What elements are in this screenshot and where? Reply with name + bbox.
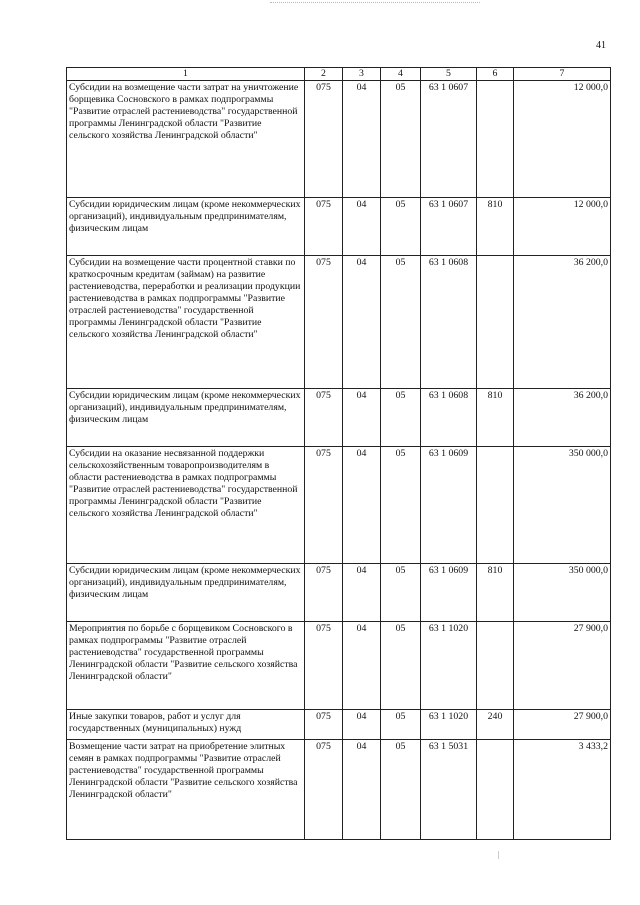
row-expense-type <box>477 81 514 198</box>
row-subsection: 05 <box>381 389 421 447</box>
row-description: Субсидии на возмещение части затрат на уничтожение борщевика Сосновского в рамках подпрограммы "Развитие отраслей растениеводства" государственной программы Ленинградской области "Развитие сельского хозяйства Ленинградской области" <box>67 81 305 198</box>
row-description: Субсидии на возмещение части процентной ставки по краткосрочным кредитам (займам) на развитие растениеводства, переработки и реализации продукции растениеводства в рамках подпрограммы "Развитие отраслей растениеводства" государственной программы Ленинградской области "Развитие сельского хозяйства Ленинградской области" <box>67 256 305 389</box>
row-admin-code: 075 <box>305 622 343 710</box>
row-section: 04 <box>343 564 381 622</box>
row-description: Субсидии юридическим лицам (кроме некоммерческих организаций), индивидуальным предпринимателям, физическим лицам <box>67 389 305 447</box>
row-expense-type: 240 <box>477 710 514 740</box>
row-section: 04 <box>343 256 381 389</box>
row-target-article: 63 1 1020 <box>421 710 477 740</box>
row-subsection: 05 <box>381 740 421 840</box>
row-amount: 27 900,0 <box>514 710 611 740</box>
table-row <box>67 81 611 198</box>
row-section: 04 <box>343 447 381 564</box>
row-amount: 350 000,0 <box>514 564 611 622</box>
row-target-article: 63 1 0609 <box>421 447 477 564</box>
header-cell-2: 2 <box>305 68 343 81</box>
row-subsection: 05 <box>381 198 421 256</box>
row-section: 04 <box>343 622 381 710</box>
table-row <box>67 564 611 622</box>
header-cell-4: 4 <box>381 68 421 81</box>
row-expense-type <box>477 740 514 840</box>
row-subsection: 05 <box>381 622 421 710</box>
row-subsection: 05 <box>381 256 421 389</box>
row-description: Возмещение части затрат на приобретение элитных семян в рамках подпрограммы "Развитие отраслей растениеводства" государственной программы Ленинградской области "Развитие сельского хозяйства Ленинградской области" <box>67 740 305 840</box>
row-expense-type: 810 <box>477 389 514 447</box>
row-description: Иные закупки товаров, работ и услуг для государственных (муниципальных) нужд <box>67 710 305 740</box>
header-cell-7: 7 <box>514 68 611 81</box>
header-cell-1: 1 <box>67 68 305 81</box>
page-number: 41 <box>596 40 606 51</box>
scan-artifact <box>270 2 480 6</box>
row-description: Субсидии юридическим лицам (кроме некоммерческих организаций), индивидуальным предпринимателям, физическим лицам <box>67 564 305 622</box>
table-row <box>67 447 611 564</box>
row-target-article: 63 1 0609 <box>421 564 477 622</box>
table-row <box>67 710 611 740</box>
row-amount: 36 200,0 <box>514 256 611 389</box>
row-amount: 350 000,0 <box>514 447 611 564</box>
table-row <box>67 389 611 447</box>
row-amount: 3 433,2 <box>514 740 611 840</box>
row-amount: 36 200,0 <box>514 389 611 447</box>
row-admin-code: 075 <box>305 389 343 447</box>
row-admin-code: 075 <box>305 447 343 564</box>
row-section: 04 <box>343 740 381 840</box>
row-amount: 27 900,0 <box>514 622 611 710</box>
table-row <box>67 198 611 256</box>
row-admin-code: 075 <box>305 740 343 840</box>
row-target-article: 63 1 0607 <box>421 198 477 256</box>
row-target-article: 63 1 0607 <box>421 81 477 198</box>
row-expense-type <box>477 256 514 389</box>
row-expense-type <box>477 447 514 564</box>
row-target-article: 63 1 5031 <box>421 740 477 840</box>
row-admin-code: 075 <box>305 81 343 198</box>
row-section: 04 <box>343 81 381 198</box>
row-expense-type: 810 <box>477 564 514 622</box>
row-subsection: 05 <box>381 81 421 198</box>
scan-artifact <box>498 851 499 859</box>
header-row <box>67 68 611 81</box>
header-cell-5: 5 <box>421 68 477 81</box>
row-description: Субсидии на оказание несвязанной поддержки сельскохозяйственным товаропроизводителям в области растениеводства в рамках подпрограммы "Развитие отраслей растениеводства" государственной программы Ленинградской области "Развитие сельского хозяйства Ленинградской области" <box>67 447 305 564</box>
row-admin-code: 075 <box>305 710 343 740</box>
row-description: Мероприятия по борьбе с борщевиком Сосновского в рамках подпрограммы "Развитие отраслей растениеводства" государственной программы Ленинградской области "Развитие сельского хозяйства Ленинградской области" <box>67 622 305 710</box>
row-target-article: 63 1 1020 <box>421 622 477 710</box>
row-section: 04 <box>343 389 381 447</box>
row-admin-code: 075 <box>305 564 343 622</box>
row-section: 04 <box>343 198 381 256</box>
row-subsection: 05 <box>381 710 421 740</box>
row-expense-type: 810 <box>477 198 514 256</box>
header-cell-3: 3 <box>343 68 381 81</box>
row-target-article: 63 1 0608 <box>421 256 477 389</box>
header-cell-6: 6 <box>477 68 514 81</box>
row-admin-code: 075 <box>305 198 343 256</box>
budget-table <box>66 67 611 840</box>
row-target-article: 63 1 0608 <box>421 389 477 447</box>
table-row <box>67 740 611 840</box>
row-subsection: 05 <box>381 564 421 622</box>
row-admin-code: 075 <box>305 256 343 389</box>
row-amount: 12 000,0 <box>514 81 611 198</box>
row-expense-type <box>477 622 514 710</box>
table-row <box>67 256 611 389</box>
row-subsection: 05 <box>381 447 421 564</box>
row-description: Субсидии юридическим лицам (кроме некоммерческих организаций), индивидуальным предпринимателям, физическим лицам <box>67 198 305 256</box>
table-row <box>67 622 611 710</box>
row-amount: 12 000,0 <box>514 198 611 256</box>
row-section: 04 <box>343 710 381 740</box>
